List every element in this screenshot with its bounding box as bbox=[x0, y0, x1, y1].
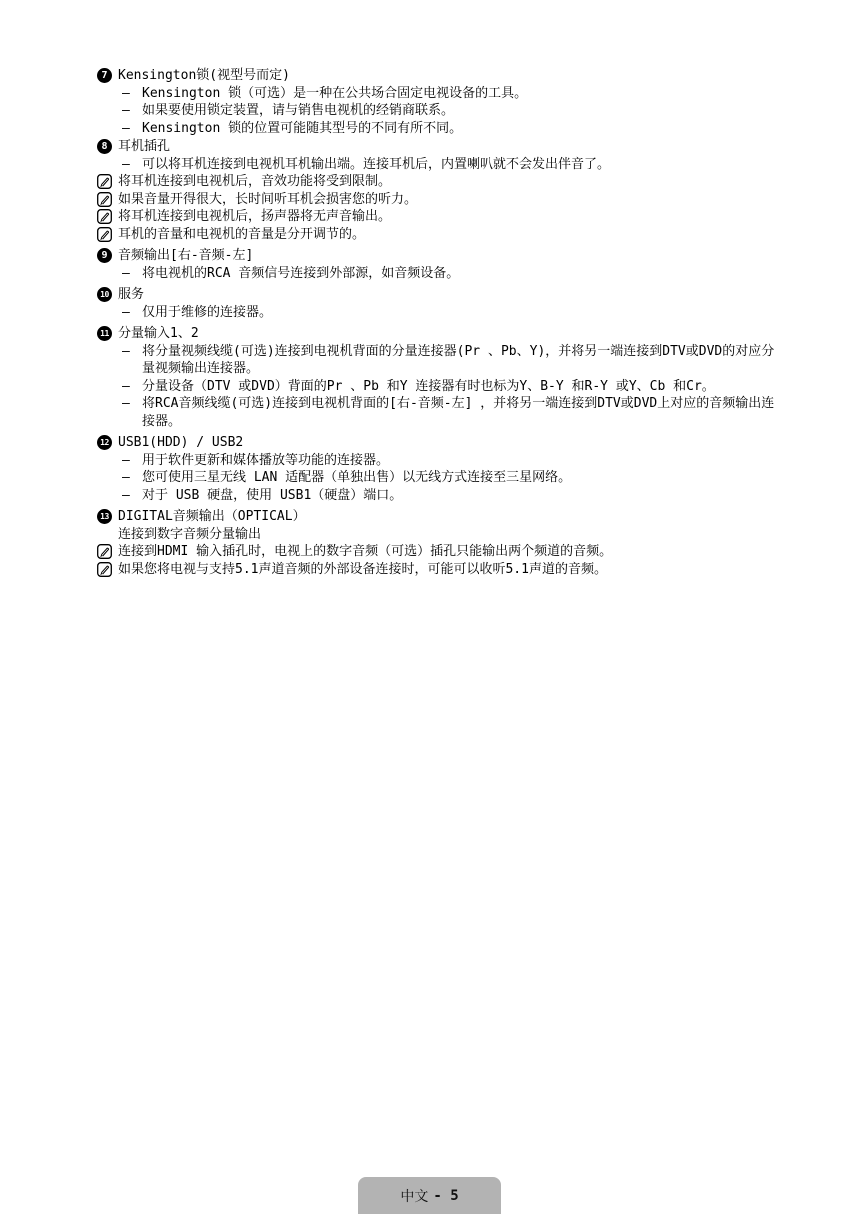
item-number-badge: 10 bbox=[97, 287, 112, 302]
note-text: 如果音量开得很大，长时间听耳机会损害您的听力。 bbox=[118, 191, 418, 207]
item-number-badge: 11 bbox=[97, 326, 112, 341]
list-item-headphone-jack bbox=[97, 138, 789, 156]
note-pencil-icon bbox=[97, 174, 112, 189]
note-pencil-icon bbox=[97, 209, 112, 224]
sub-item-text: Kensington 锁的位置可能随其型号的不同有所不同。 bbox=[142, 120, 463, 136]
list-item-service bbox=[97, 286, 789, 304]
note-pencil-icon bbox=[97, 544, 112, 559]
note-row bbox=[97, 561, 789, 579]
item-title: 分量输入1、2 bbox=[118, 326, 199, 341]
note-row bbox=[97, 173, 789, 191]
dash-marker: – bbox=[122, 103, 130, 118]
note-row bbox=[97, 208, 789, 226]
note-text: 如果您将电视与支持5.1声道音频的外部设备连接时，可能可以收听5.1声道的音频。 bbox=[118, 561, 607, 577]
sub-item bbox=[97, 343, 789, 378]
note-row bbox=[97, 543, 789, 561]
sub-item-text: 分量设备（DTV 或DVD）背面的Pr 、Pb 和Y 连接器有时也标为Y、B-Y 和R-Y 或Y、Cb 和Cr。 bbox=[142, 378, 715, 394]
instruction-list bbox=[97, 66, 789, 578]
list-item-usb bbox=[97, 434, 789, 452]
note-text: 连接到HDMI 输入插孔时，电视上的数字音频（可选）插孔只能输出两个频道的音频。 bbox=[118, 544, 613, 559]
note-text: 将耳机连接到电视机后，音效功能将受到限制。 bbox=[118, 174, 392, 189]
item-title: 耳机插孔 bbox=[118, 139, 171, 154]
sub-item bbox=[97, 487, 789, 505]
sub-item bbox=[97, 156, 789, 174]
dash-marker: – bbox=[122, 487, 130, 503]
sub-item bbox=[97, 85, 789, 103]
dash-marker: – bbox=[122, 396, 130, 411]
sub-item-text: 将RCA音频线缆(可选)连接到电视机背面的[右-音频-左] ，并将另一端连接到DTV或DVD上对应的音频输出连接器。 bbox=[142, 396, 775, 429]
note-text: 耳机的音量和电视机的音量是分开调节的。 bbox=[118, 226, 366, 242]
item-title: Kensington锁(视型号而定) bbox=[118, 68, 290, 83]
sub-item bbox=[97, 120, 789, 138]
footer-language-label: 中文 bbox=[400, 1188, 429, 1205]
sub-item bbox=[97, 469, 789, 487]
sub-item-text: 对于 USB 硬盘，使用 USB1（硬盘）端口。 bbox=[142, 487, 403, 503]
note-pencil-icon bbox=[97, 227, 112, 242]
list-item-digital-audio-out bbox=[97, 508, 789, 526]
item-number-badge: 13 bbox=[97, 509, 112, 524]
sub-item bbox=[97, 304, 789, 322]
item-number-badge: 8 bbox=[97, 139, 112, 154]
sub-item bbox=[97, 378, 789, 396]
page-footer-tab bbox=[358, 1177, 501, 1214]
dash-marker: – bbox=[122, 343, 130, 359]
dash-marker: – bbox=[122, 452, 130, 468]
note-text: 将耳机连接到电视机后，扬声器将无声音输出。 bbox=[118, 209, 392, 224]
sub-item-text: 可以将耳机连接到电视机耳机输出端。连接耳机后，内置喇叭就不会发出伴音了。 bbox=[142, 156, 611, 172]
sub-item-text: Kensington 锁（可选）是一种在公共场合固定电视设备的工具。 bbox=[142, 85, 528, 101]
sub-item-text: 您可使用三星无线 LAN 适配器（单独出售）以无线方式连接至三星网络。 bbox=[142, 470, 572, 485]
dash-marker: – bbox=[122, 378, 130, 394]
list-item-kensington bbox=[97, 67, 789, 85]
item-title: 服务 bbox=[118, 287, 145, 302]
list-item-audio-out bbox=[97, 247, 789, 265]
sub-item-text: 仅用于维修的连接器。 bbox=[142, 304, 273, 320]
sub-item bbox=[97, 395, 789, 430]
item-number-badge: 12 bbox=[97, 435, 112, 450]
dash-marker: – bbox=[122, 156, 130, 172]
sub-item bbox=[97, 265, 789, 283]
sub-item-text: 如果要使用锁定装置，请与销售电视机的经销商联系。 bbox=[142, 103, 455, 118]
note-row bbox=[97, 191, 789, 209]
dash-marker: – bbox=[122, 304, 130, 320]
dash-marker: – bbox=[122, 470, 130, 485]
note-pencil-icon bbox=[97, 192, 112, 207]
dash-marker: – bbox=[122, 265, 130, 281]
sub-item bbox=[97, 452, 789, 470]
item-number-badge: 7 bbox=[97, 68, 112, 83]
list-item-component-in bbox=[97, 325, 789, 343]
item-title: USB1(HDD) / USB2 bbox=[118, 435, 244, 450]
note-pencil-icon bbox=[97, 562, 112, 577]
sub-item-text: 用于软件更新和媒体播放等功能的连接器。 bbox=[142, 452, 390, 468]
item-number-badge: 9 bbox=[97, 248, 112, 263]
note-row bbox=[97, 226, 789, 244]
sub-item-text: 将分量视频线缆(可选)连接到电视机背面的分量连接器(Pr 、Pb、Y)，并将另一端连接到DTV或DVD的对应分量视频输出连接器。 bbox=[142, 343, 775, 376]
item-title: DIGITAL音频输出（OPTICAL） bbox=[118, 509, 306, 524]
dash-marker: – bbox=[122, 120, 130, 136]
sub-item-text: 将电视机的RCA 音频信号连接到外部源，如音频设备。 bbox=[142, 265, 460, 281]
footer-page-number: - 5 bbox=[433, 1187, 459, 1204]
sub-item bbox=[97, 102, 789, 120]
dash-marker: – bbox=[122, 85, 130, 101]
item-continuation-text: 连接到数字音频分量输出 bbox=[118, 526, 262, 542]
item-title: 音频输出[右-音频-左] bbox=[118, 248, 254, 263]
